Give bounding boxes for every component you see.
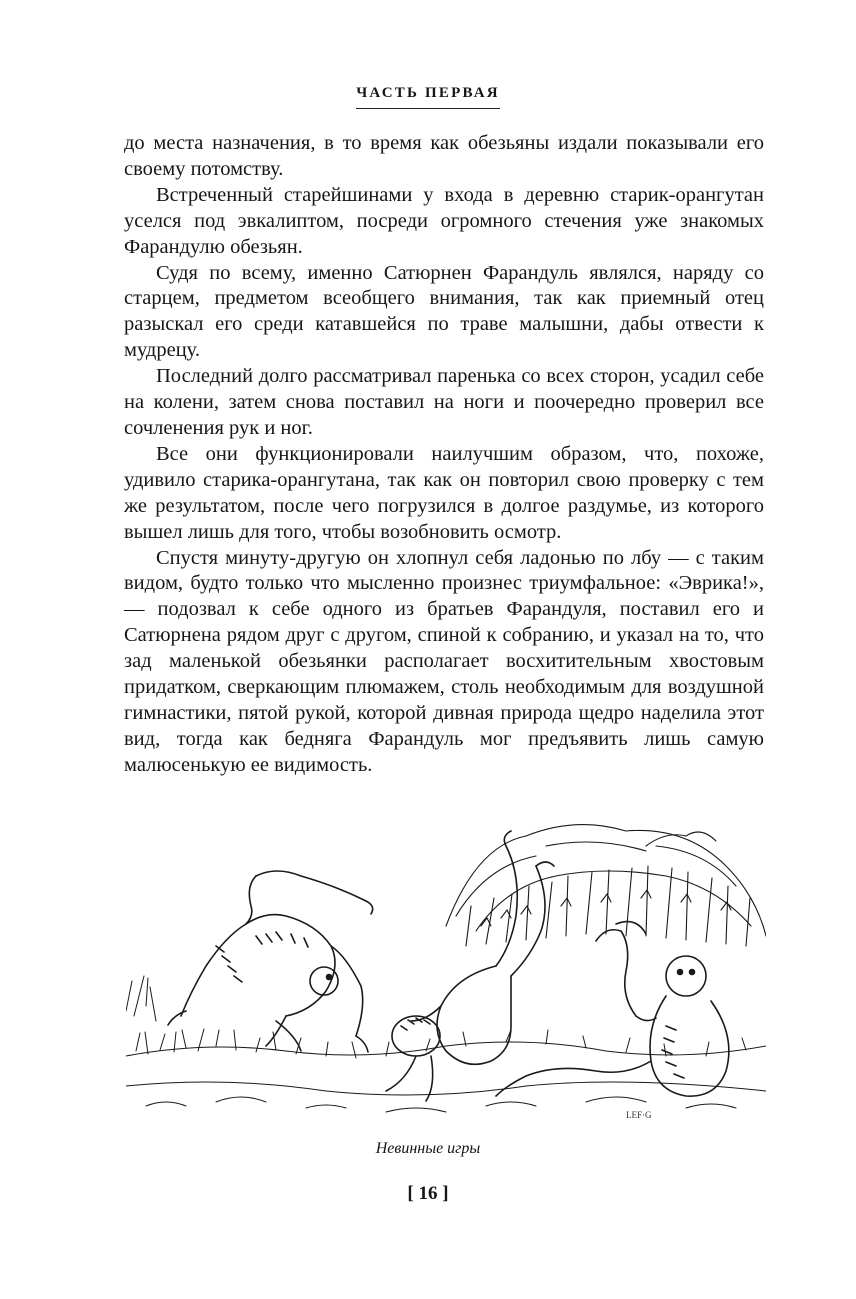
illustration-caption: Невинные игры <box>375 1140 481 1157</box>
paragraph-3: Судя по всему, именно Сатюрнен Фарандуль являлся, наряду со старцем, предметом всеобщего внимания, так как приемный отец разыскал его среди катавшейся по траве малышни, дабы отвести к мудрецу. <box>124 261 764 362</box>
paragraph-6: Спустя минуту-другую он хлопнул себя ладонью по лбу — с таким видом, будто только что мысленно произнес триумфальное: «Эврика!», — подозвал к себе одного из братьев Фарандуля, поставил его и Сатюрнена рядом друг с другом, спиной к собранию, и указал на то, что зад маленькой обезьянки располагает восхитительным хвостовым придатком, сверкающим плюмажем, столь необходимым для воздушной гимнастики, пятой рукой, которой дивная природа щедро наделила этот вид, тогда как бедняга Фарандуль мог предъявить лишь самую малюсенькую ее видимость. <box>124 546 764 776</box>
central-monkey <box>386 831 554 1101</box>
background-foliage <box>446 825 766 946</box>
left-monkey <box>168 871 373 1052</box>
paragraph-4: Последний долго рассматривал паренька со всех сторон, усадил себе на колени, затем снова поставил на ноги и поочередно проверил все сочленения рук и ног. <box>124 365 764 439</box>
running-head <box>0 84 856 109</box>
running-head-title: ЧАСТЬ ПЕРВАЯ <box>356 85 500 109</box>
artist-signature: LEF·G <box>626 1110 652 1120</box>
body-text <box>124 131 764 779</box>
paragraph-1: до места назначения, в то время как обезьяны издали показывали его своему потомству. <box>124 132 764 180</box>
paragraph-5: Все они функционировали наилучшим образом, что, похоже, удивило старика-орангутана, так как он повторил свою проверку с тем же результатом, после чего погрузился в долгое раздумье, из которого вышел лишь для того, чтобы возобновить осмотр. <box>124 442 764 543</box>
page-number: [ 16 ] <box>407 1183 449 1204</box>
paragraph-2: Встреченный старейшинами у входа в деревню старик-орангутан уселся под эвкалиптом, посреди огромного стечения уже знакомых Фарандулю обезьян. <box>124 183 764 258</box>
right-monkey <box>496 922 729 1097</box>
engraving-illustration <box>126 806 766 1126</box>
